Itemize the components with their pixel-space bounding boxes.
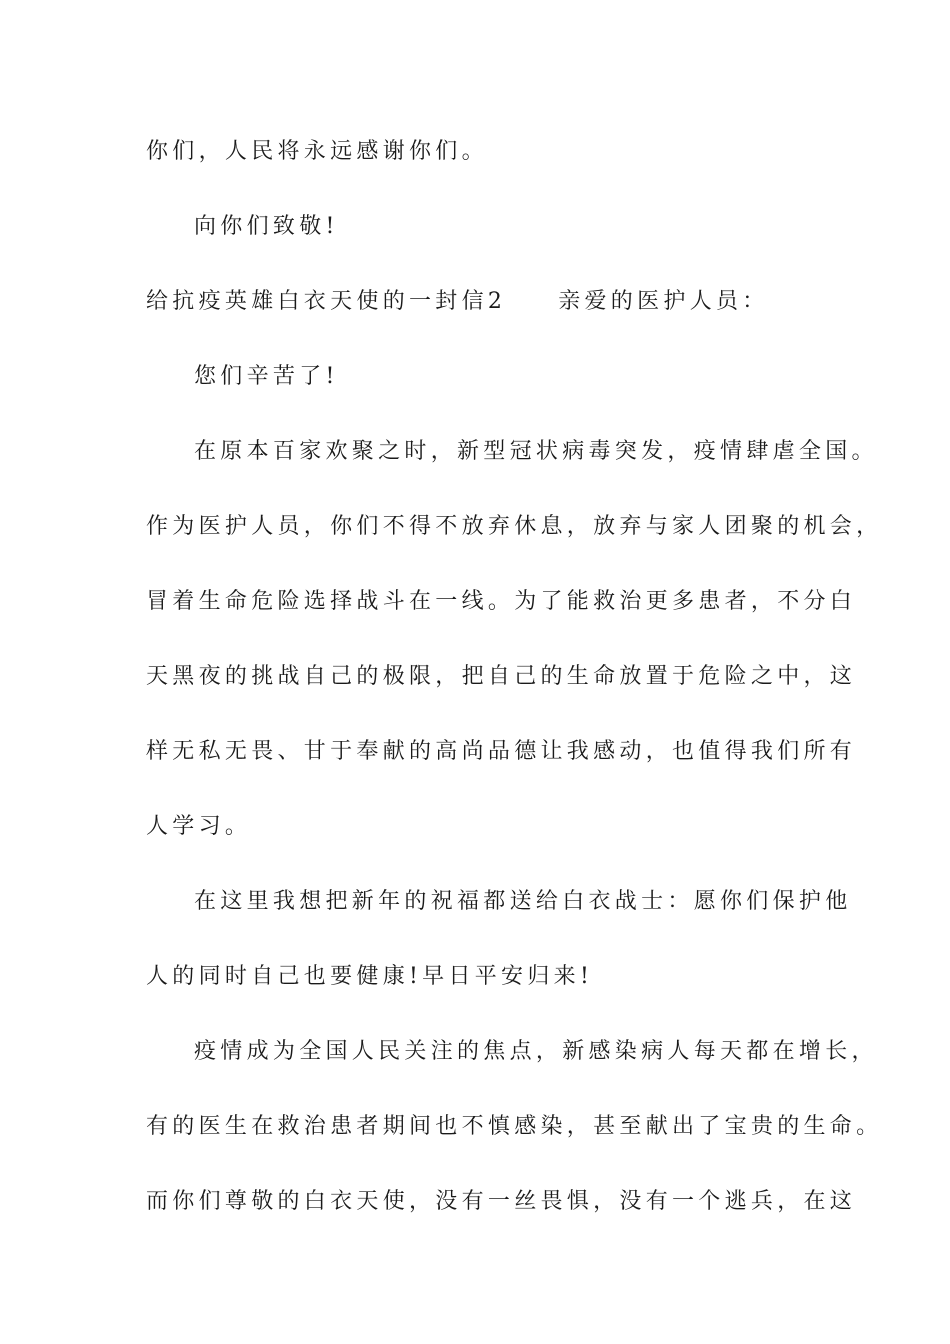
text-line: 在原本百家欢聚之时，新型冠状病毒突发，疫情肆虐全国。 [194, 439, 878, 464]
text-line: 冒着生命危险选择战斗在一线。为了能救治更多患者，不分白 [146, 589, 857, 614]
text-line: 人学习。 [146, 814, 252, 839]
text-line: 作为医护人员，你们不得不放弃休息，放弃与家人团聚的机会， [146, 514, 883, 539]
text-line: 而你们尊敬的白衣天使，没有一丝畏惧，没有一个逃兵，在这 [146, 1189, 857, 1214]
text-line: 疫情成为全国人民关注的焦点，新感染病人每天都在增长， [194, 1039, 878, 1064]
text-line: 样无私无畏、甘于奉献的高尚品德让我感动，也值得我们所有 [146, 739, 857, 764]
salutation: 亲爱的医护人员： [558, 289, 769, 314]
text-line: 你们，人民将永远感谢你们。 [146, 139, 488, 164]
text-line: 人的同时自己也要健康!早日平安归来! [146, 964, 594, 989]
letter-heading-line [146, 287, 836, 317]
text-line: 天黑夜的挑战自己的极限，把自己的生命放置于危险之中，这 [146, 664, 857, 689]
text-line: 有的医生在救治患者期间也不慎感染，甚至献出了宝贵的生命。 [146, 1114, 883, 1139]
text-line: 向你们致敬! [194, 214, 339, 239]
letter-title: 给抗疫英雄白衣天使的一封信2 [146, 289, 507, 314]
text-line: 您们辛苦了! [194, 364, 339, 389]
text-line: 在这里我想把新年的祝福都送给白衣战士：愿你们保护他 [194, 889, 852, 914]
